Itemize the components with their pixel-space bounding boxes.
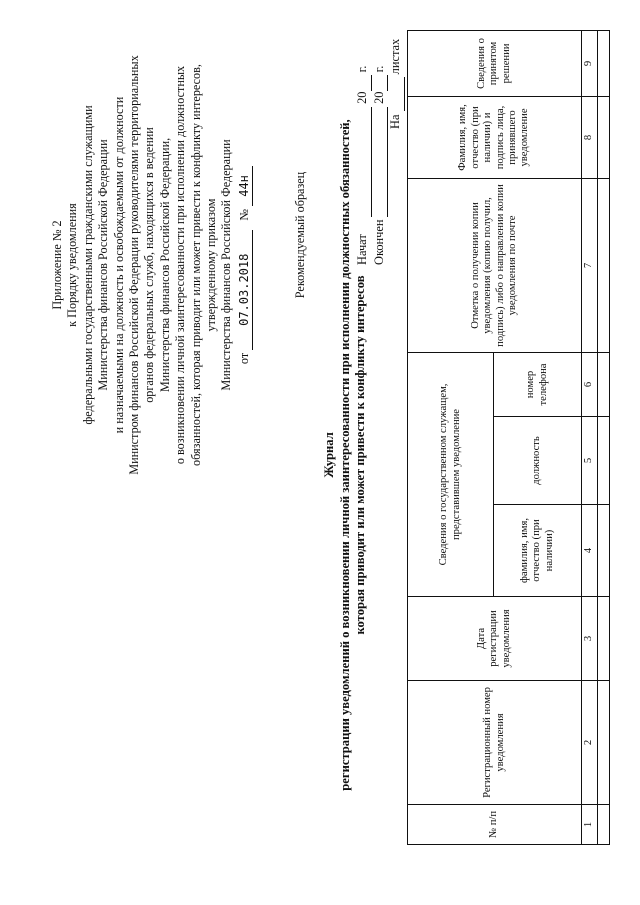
header-registration-date: Дата регистрации уведомления [408, 597, 582, 681]
column-number: 3 [582, 597, 598, 681]
journal-subtitle-line: которая приводит или может привести к конфликту интересов [353, 275, 367, 635]
appendix-line: Министром финансов Российской Федерации руководителями территориальных [127, 55, 142, 475]
appendix-line: федеральными государственными гражданскими служащими [80, 105, 95, 425]
column-number: 5 [582, 417, 598, 505]
table-cell [598, 597, 610, 681]
order-from-label: от [236, 352, 251, 365]
table-row [598, 30, 610, 844]
column-number: 2 [582, 681, 598, 805]
year-prefix: 20 [355, 91, 369, 104]
appendix-line: Приложение № 2 [50, 220, 64, 310]
table-cell [598, 178, 610, 352]
table-cell [598, 805, 610, 845]
column-number: 8 [582, 96, 598, 178]
appendix-line: органов федеральных служб, находящихся в ведении [142, 127, 157, 403]
period-on-label: На [388, 114, 402, 129]
journal-subtitle-line: регистрации уведомлений о возникновении личной заинтересованности при исполнении должностных обязанностей, [337, 119, 352, 791]
column-number: 9 [582, 30, 598, 96]
period-ended-label: Окончен [371, 219, 386, 265]
period-started-label: Начат [355, 234, 369, 265]
table-cell [598, 352, 610, 416]
year-suffix: г. [371, 65, 386, 73]
header-decision: Сведения о принятом решении [408, 30, 582, 96]
header-row-number: № п/п [408, 805, 582, 845]
journal-title: Журнал [322, 432, 336, 478]
header-full-name: фамилия, имя, отчество (при наличии) [494, 505, 582, 597]
header-position: должность [494, 417, 582, 505]
table-cell [598, 30, 610, 96]
header-copy-receipt: Отметка о получении копии уведомления (копию получил, подпись) либо о направлении копии уведомления по почте [408, 178, 582, 352]
recommended-sample-label: Рекомендуемый образец [293, 171, 307, 299]
header-registration-number: Регистрационный номер уведомления [408, 681, 582, 805]
registration-table [407, 30, 610, 845]
header-phone: номер телефона [494, 352, 582, 416]
appendix-line: Министерства финансов Российской Федерации [96, 139, 111, 391]
appendix-line: Министерства финансов Российской Федерации [219, 139, 234, 391]
column-number: 4 [582, 505, 598, 597]
appendix-line: и назначаемыми на должность и освобождаемыми от должности [111, 96, 126, 434]
appendix-header [50, 15, 253, 515]
appendix-line: утвержденному приказом [204, 198, 219, 332]
table-cell [598, 505, 610, 597]
journal-period [355, 15, 405, 265]
header-employee-info: Сведения о государственном служащем, представившем уведомление [408, 352, 494, 596]
period-sheets-row [388, 15, 405, 265]
header-receiver: Фамилия, имя, отчество (при наличии) и подпись лица, принявшего уведомление [408, 96, 582, 178]
column-number: 6 [582, 352, 598, 416]
column-number-row [582, 30, 598, 844]
period-ended-row [372, 15, 389, 265]
appendix-line: к Порядку уведомления [65, 203, 80, 327]
year-suffix: г. [355, 65, 369, 73]
order-date: 07.03.2018 [237, 230, 253, 350]
order-number: 44н [237, 166, 253, 206]
table-cell [598, 417, 610, 505]
period-started-row [355, 15, 372, 265]
appendix-line: Министерства финансов Российской Федерации, [157, 137, 172, 393]
appendix-line: о возникновении личной заинтересованности при исполнении должностных [173, 65, 188, 465]
column-number: 1 [582, 805, 598, 845]
table-cell [598, 681, 610, 805]
year-prefix: 20 [371, 91, 386, 104]
column-number: 7 [582, 178, 598, 352]
period-sheets-label: листах [388, 38, 402, 75]
table-cell [598, 96, 610, 178]
order-number-label: № [236, 208, 251, 221]
appendix-line: обязанностей, которая приводит или может привести к конфликту интересов, [188, 64, 203, 466]
order-reference [237, 15, 253, 515]
